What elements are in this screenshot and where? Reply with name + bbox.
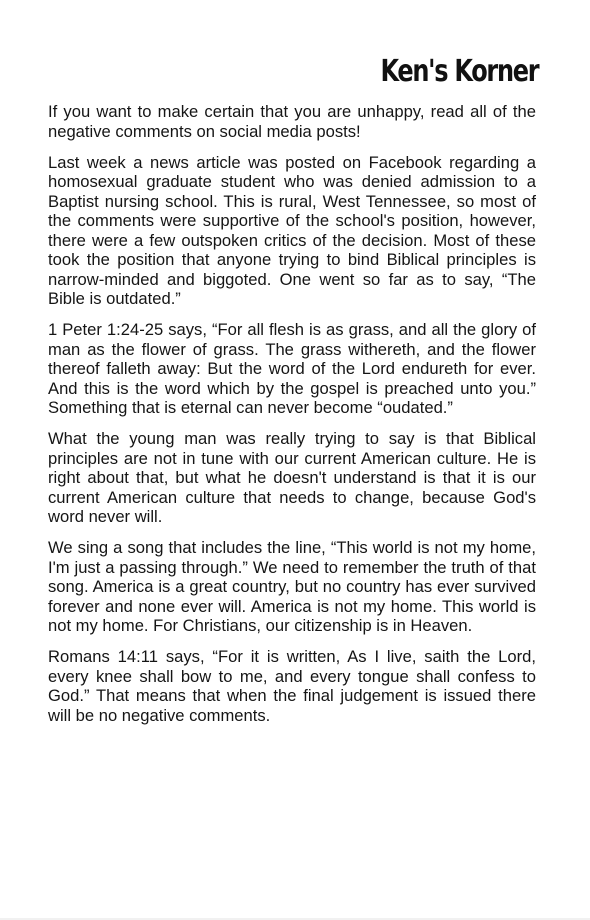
article-body [48,102,536,737]
paragraph-1-peter: 1 Peter 1:24-25 says, “For all flesh is as grass, and all the glory of man as the flower of grass. The grass withereth, and the flower thereof falleth away: But the word of the Lord endureth for ever. And this is the word which by the gospel is preached unto you.” Something that is eternal can never become “oudated.” [48,320,536,417]
paragraph-culture: What the young man was really trying to say is that Biblical principles are not in tune with our current American culture. He is right about that, but what he doesn't understand is that it is our current American culture that needs to change, because God's word never will. [48,429,536,526]
page-title: Ken's Korner [380,54,538,89]
paragraph-intro: If you want to make certain that you are unhappy, read all of the negative comments on social media posts! [48,102,536,141]
paragraph-news-article: Last week a news article was posted on Facebook regarding a homosexual graduate student who was denied admission to a Baptist nursing school. This is rural, West Tennessee, so most of the comments were supportive of the school's position, however, there were a few outspoken critics of the decision. Most of these took the position that anyone trying to bind Biblical principles is narrow-minded and biggoted. One went so far as to say, “The Bible is outdated.” [48,152,536,308]
paragraph-romans: Romans 14:11 says, “For it is written, As I live, saith the Lord, every knee shall bow to me, and every tongue shall confess to God.” That means that when the final judgement is issued there will be no negative comments. [48,647,536,725]
paragraph-song: We sing a song that includes the line, “This world is not my home, I'm just a passing through.” We need to remember the truth of that song. America is a great country, but no country has ever survived forever and none ever will. America is not my home. This world is not my home. For Christians, our citizenship is in Heaven. [48,538,536,635]
